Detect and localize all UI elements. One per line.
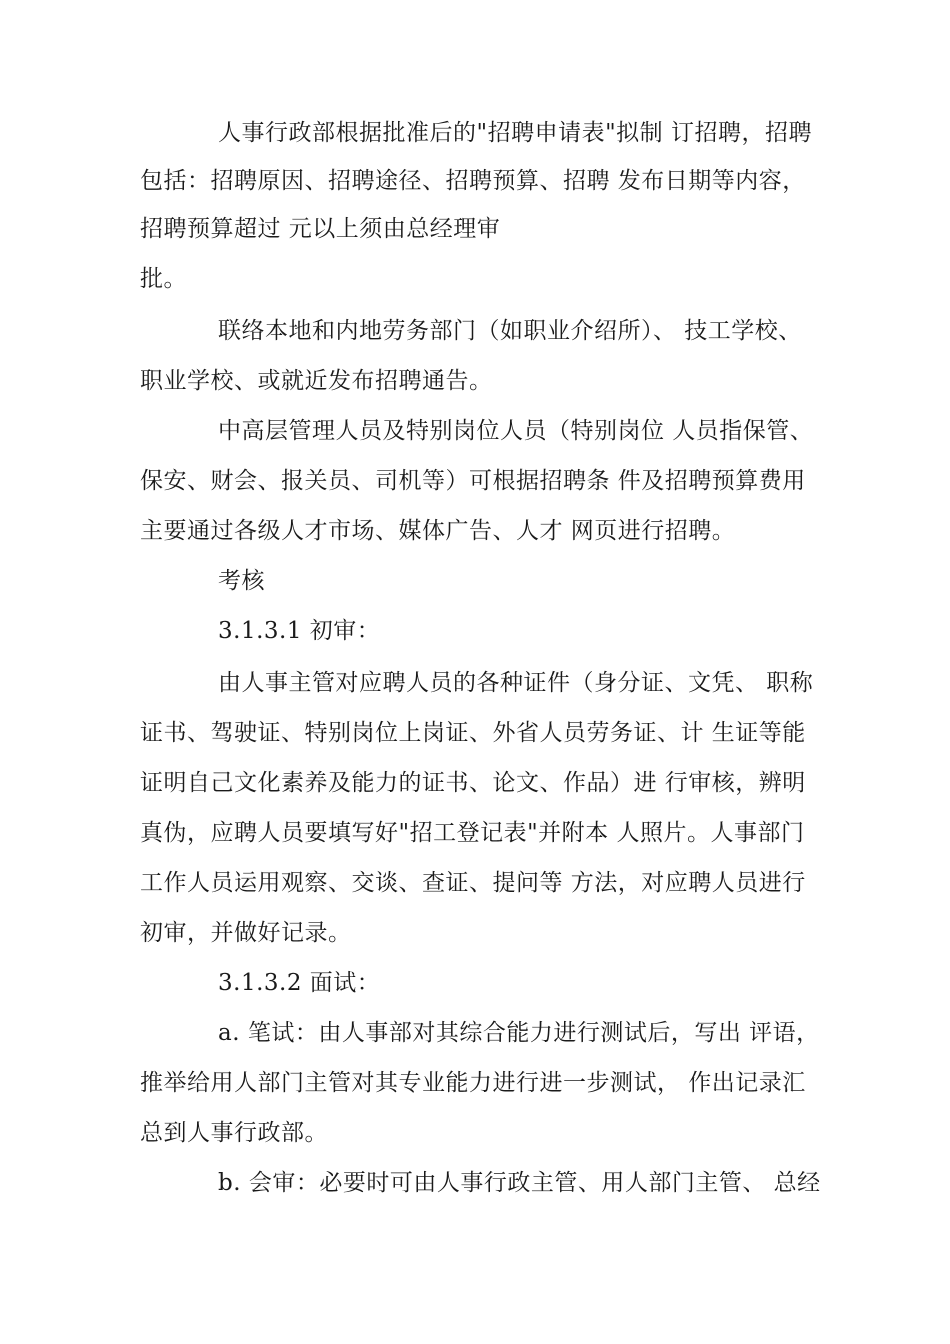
- text-line: 职业学校、或就近发布招聘通告。: [140, 368, 493, 394]
- text-line: 招聘预算超过 元以上须由总经理审: [140, 216, 501, 242]
- section-heading: 考核: [218, 568, 265, 594]
- subsection-heading: 3.1.3.2 面试：: [218, 970, 381, 996]
- text-line: 总到人事行政部。: [140, 1120, 328, 1146]
- text-line: 工作人员运用观察、交谈、查证、提问等 方法，对应聘人员进行: [140, 870, 806, 896]
- text-line: 主要通过各级人才市场、媒体广告、人才 网页进行招聘。: [140, 518, 736, 544]
- text-line: 推举给用人部门主管对其专业能力进行进一步测试， 作出记录汇: [140, 1070, 806, 1096]
- text-line: 保安、财会、报关员、司机等）可根据招聘条 件及招聘预算费用: [140, 468, 806, 494]
- subsection-heading: 3.1.3.1 初审：: [218, 618, 381, 644]
- text-line: 中高层管理人员及特别岗位人员（特别岗位 人员指保管、: [218, 418, 814, 444]
- text-line: b. 会审：必要时可由人事行政主管、用人部门主管、 总经: [218, 1170, 821, 1196]
- text-line: 证书、驾驶证、特别岗位上岗证、外省人员劳务证、计 生证等能: [140, 720, 806, 746]
- text-line: 由人事主管对应聘人员的各种证件（身分证、文凭、 职称: [218, 670, 814, 696]
- text-line: a. 笔试：由人事部对其综合能力进行测试后，写出 评语，: [218, 1020, 820, 1046]
- text-line: 联络本地和内地劳务部门（如职业介绍所）、 技工学校、: [218, 318, 802, 344]
- text-line: 批。: [140, 266, 187, 292]
- text-line: 包括：招聘原因、招聘途径、招聘预算、招聘 发布日期等内容，: [140, 168, 806, 194]
- text-line: 证明自己文化素养及能力的证书、论文、作品）进 行审核，辨明: [140, 770, 806, 796]
- text-line: 真伪，应聘人员要填写好"招工登记表"并附本 人照片。人事部门: [140, 820, 805, 846]
- text-line: 初审，并做好记录。: [140, 920, 352, 946]
- text-line: 人事行政部根据批准后的"招聘申请表"拟制 订招聘，招聘: [218, 120, 812, 146]
